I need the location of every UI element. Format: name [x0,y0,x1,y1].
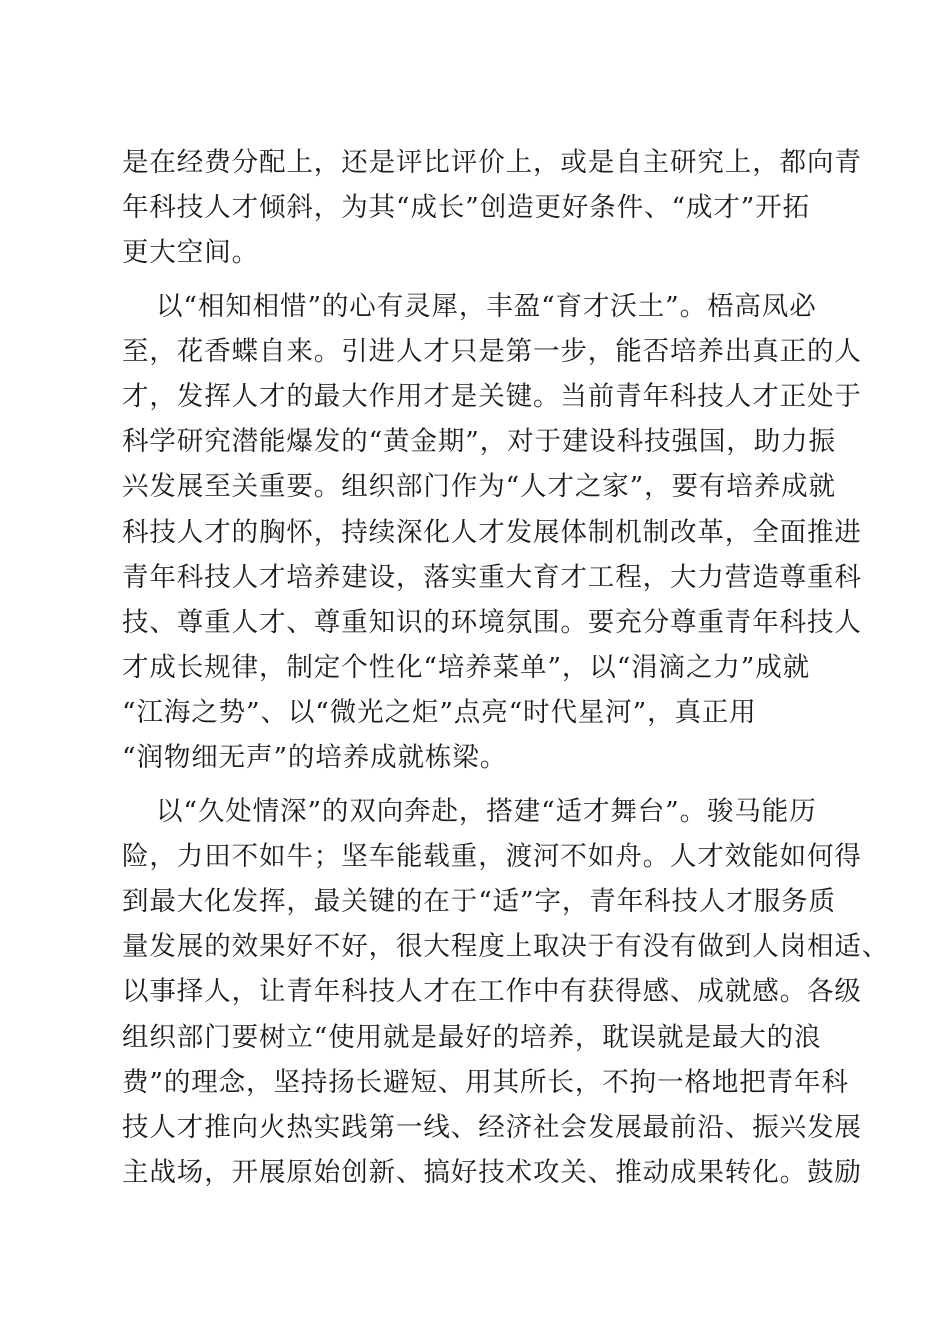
text-line: 才，发挥人才的最大作用才是关键。当前青年科技人才正处于 [122,380,862,412]
text-line: 科技人才的胸怀，持续深化人才发展体制机制改革，全面推进 [122,516,862,548]
text-line: 科学研究潜能爆发的“黄金期”，对于建设科技强国，助力振 [122,426,836,458]
text-line: 量发展的效果好不好，很大程度上取决于有没有做到人岗相适、 [122,931,890,963]
paragraph-2 [122,284,862,781]
text-line: 以“相知相惜”的心有灵犀，丰盈“育才沃土”。梧高凤必 [156,290,817,322]
text-line: 青年科技人才培养建设，落实重大育才工程，大力营造尊重科 [122,561,862,593]
text-line: 到最大化发挥，最关键的在于“适”字，青年科技人才服务质 [122,886,836,917]
body-text [122,140,890,1195]
text-line: “江海之势”、以“微光之炬”点亮“时代星河”，真正用 [122,697,757,729]
text-line: 主战场，开展原始创新、搞好技术攻关、推动成果转化。鼓励 [122,1157,862,1189]
text-line: 险，力田不如牛；坚车能载重，渡河不如舟。人才效能如何得 [122,840,862,872]
text-line: 更大空间。 [122,237,259,269]
text-line: 技人才推向火热实践第一线、经济社会发展最前沿、振兴发展 [122,1111,862,1143]
text-line: 费”的理念，坚持扬长避短、用其所长，不拘一格地把青年科 [122,1066,849,1098]
paragraph-3 [122,789,890,1196]
text-line: 以“久处情深”的双向奔赴，搭建“适才舞台”。骏马能历 [156,795,817,827]
text-line: 组织部门要树立“使用就是最好的培养，耽误就是最大的浪 [122,1021,822,1053]
text-line: 至，花香蝶自来。引进人才只是第一步，能否培养出真正的人 [122,335,862,367]
text-line: 年科技人才倾斜，为其“成长”创造更好条件、“成才”开拓 [122,192,810,224]
text-line: 技、尊重人才、尊重知识的环境氛围。要充分尊重青年科技人 [122,606,862,638]
text-line: 兴发展至关重要。组织部门作为“人才之家”，要有培养成就 [122,471,836,503]
paragraph-1 [122,140,862,276]
text-line: 是在经费分配上，还是评比评价上，或是自主研究上，都向青 [122,147,862,178]
text-line: 以事择人，让青年科技人才在工作中有获得感、成就感。各级 [122,976,862,1008]
text-line: “润物细无声”的培养成就栋梁。 [122,742,508,774]
text-line: 才成长规律，制定个性化“培养菜单”，以“涓滴之力”成就 [122,652,810,684]
